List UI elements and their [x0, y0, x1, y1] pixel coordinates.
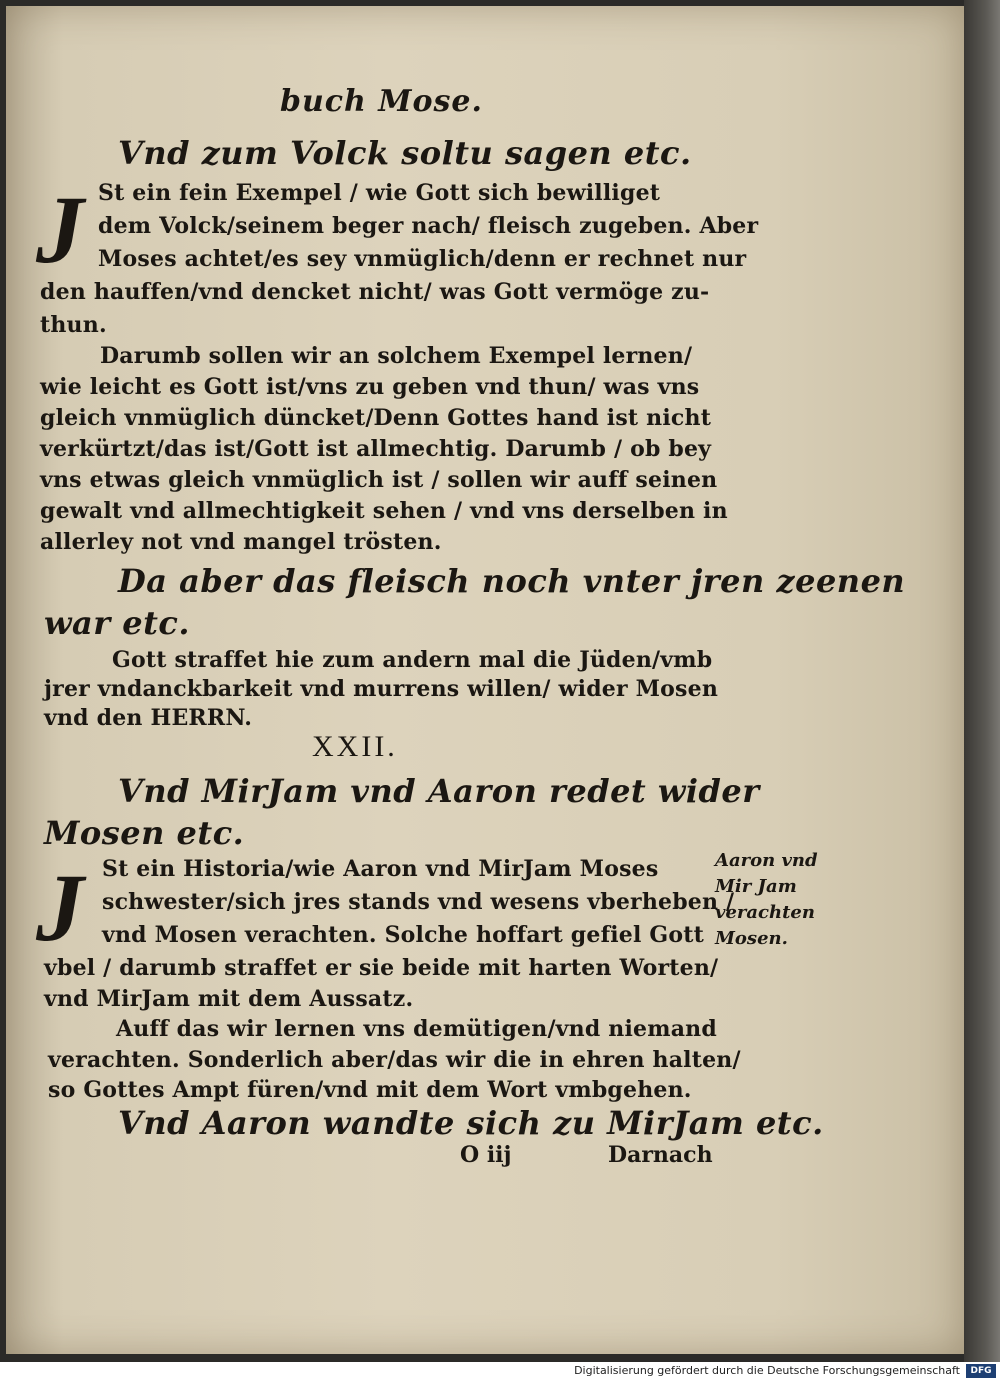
running-head: buch Mose.: [280, 84, 483, 119]
text-line: St ein Historia/wie Aaron vnd MirJam Moses: [102, 856, 659, 882]
text-line: gleich vnmüglich düncket/Denn Gottes hand ist nicht: [40, 405, 712, 431]
text-line: Auff das wir lernen vns demütigen/vnd niemand: [116, 1016, 717, 1042]
text-line: Moses achtet/es sey vnmüglich/denn er rechnet nur: [98, 246, 747, 272]
margin-note-line: verachten: [715, 902, 815, 923]
initial-letter-2: J: [36, 854, 84, 961]
text-line: Gott straffet hie zum andern mal die Jüden/vmb: [112, 647, 713, 673]
text-line: Darumb sollen wir an solchem Exempel lernen/: [100, 343, 693, 369]
text-line: thun.: [40, 312, 107, 338]
text-line: vns etwas gleich vnmüglich ist / sollen wir auff seinen: [40, 467, 718, 493]
margin-note-line: Mosen.: [715, 928, 788, 949]
text-line: gewalt vnd allmechtigkeit sehen / vnd vns derselben in: [40, 498, 728, 524]
section-heading-2a: Da aber das fleisch noch vnter jren zeenen: [118, 562, 906, 600]
credit-text: Digitalisierung gefördert durch die Deutsche Forschungsgemeinschaft: [574, 1364, 960, 1377]
text-line: dem Volck/seinem beger nach/ fleisch zugeben. Aber: [98, 213, 759, 239]
text-line: allerley not vnd mangel trösten.: [40, 529, 442, 555]
initial-letter-1: J: [36, 176, 84, 283]
margin-note-line: Aaron vnd: [715, 850, 818, 871]
text-line: St ein fein Exempel / wie Gott sich bewilliget: [98, 180, 661, 206]
text-line: verkürtzt/das ist/Gott ist allmechtig. Darumb / ob bey: [40, 436, 712, 462]
text-line: so Gottes Ampt füren/vnd mit dem Wort vmbgehen.: [48, 1077, 692, 1103]
margin-note: [715, 848, 818, 952]
section-heading-3b: Mosen etc.: [44, 814, 245, 852]
credit-bar: [0, 1362, 1000, 1381]
text-line: wie leicht es Gott ist/vns zu geben vnd thun/ was vns: [40, 374, 700, 400]
text-line: vnd Mosen verachten. Solche hoffart gefiel Gott: [102, 922, 705, 948]
text-line: vnd den HERRN.: [44, 705, 253, 731]
text-line: schwester/sich jres stands vnd wesens vberheben /: [102, 889, 735, 915]
signature-mark: O iij: [460, 1142, 512, 1168]
catchword: Darnach: [608, 1142, 713, 1168]
text-line: jrer vndanckbarkeit vnd murrens willen/ wider Mosen: [44, 676, 719, 702]
section-heading-4: Vnd Aaron wandte sich zu MirJam etc.: [118, 1104, 824, 1142]
dfg-logo-icon: DFG: [966, 1364, 996, 1378]
margin-note-line: Mir Jam: [715, 876, 797, 897]
text-line: verachten. Sonderlich aber/das wir die in ehren halten/: [48, 1047, 741, 1073]
text-line: vbel / darumb straffet er sie beide mit harten Worten/: [44, 955, 719, 981]
scan-edge: [964, 0, 1000, 1362]
section-heading-3a: Vnd MirJam vnd Aaron redet wider: [118, 772, 760, 810]
section-heading-2b: war etc.: [44, 604, 191, 642]
text-line: den hauffen/vnd dencket nicht/ was Gott vermöge zu-: [40, 279, 710, 305]
text-line: vnd MirJam mit dem Aussatz.: [44, 986, 414, 1012]
chapter-number: XXII.: [312, 730, 398, 763]
section-heading-1: Vnd zum Volck soltu sagen etc.: [118, 134, 692, 172]
